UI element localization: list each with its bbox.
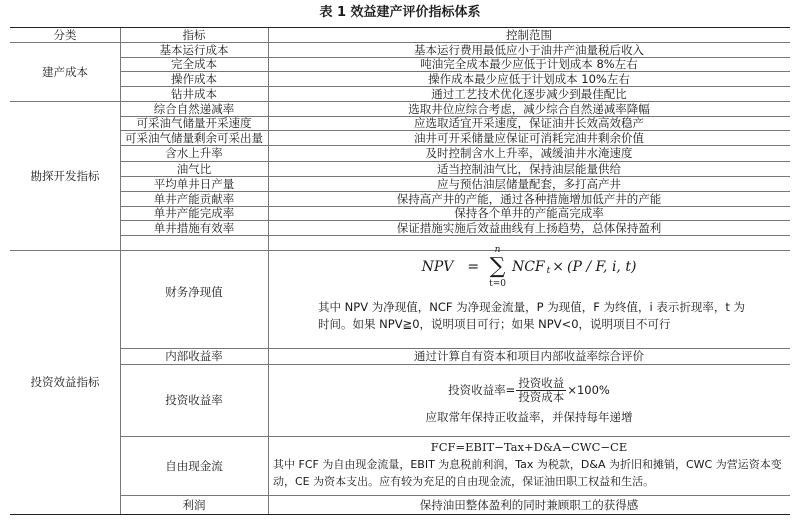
npv-formula-factor: (P / F, i, t) xyxy=(567,259,637,275)
range-cell: 保持高产井的产能，通过各种措施增加低产井的产能 xyxy=(396,191,662,206)
range-cell: 基本运行费用最低应小于油井产油量税后收入 xyxy=(414,42,644,57)
group-exploration-indicators: 勘探开发指标 xyxy=(30,168,100,183)
sum-upper-limit: n xyxy=(494,245,501,255)
range-cell: 通过工艺技术优化逐步减少到最佳配比 xyxy=(431,86,627,101)
group-construction-cost: 建产成本 xyxy=(42,64,88,79)
group-investment-indicators: 投资效益指标 xyxy=(30,375,100,389)
indicator-cell-npv: 财务净现值 xyxy=(165,284,223,299)
header-range: 控制范围 xyxy=(506,28,552,42)
header-indicator: 指标 xyxy=(182,28,206,42)
indicator-cell: 平均单井日产量 xyxy=(153,176,235,191)
indicator-cell: 操作成本 xyxy=(171,71,217,86)
indicator-cell: 含水上升率 xyxy=(165,146,223,160)
range-cell: 保持各个单井的产能高完成率 xyxy=(454,206,604,220)
range-cell: 及时控制含水上升率，减缓油井水淹速度 xyxy=(425,146,633,160)
roi-formula-lhs: 投资收益率= xyxy=(448,383,516,397)
indicator-cell: 可采油气储量剩余可采出量 xyxy=(125,130,263,145)
header-category: 分类 xyxy=(53,28,77,42)
npv-formula-subscript: t xyxy=(546,266,551,276)
npv-formula-equals: = xyxy=(467,259,480,275)
roi-cell xyxy=(268,364,790,436)
range-cell: 操作成本最少应低于计划成本 10%左右 xyxy=(428,71,630,86)
range-cell: 应与预估油层储量配套，多打高产井 xyxy=(437,176,621,191)
indicator-cell: 利润 xyxy=(182,497,206,512)
range-cell: 保证措施实施后效益曲线有上扬趋势，总体保持盈利 xyxy=(396,220,662,235)
roi-formula-tail: ×100% xyxy=(567,383,610,397)
range-cell: 适当控制油气比，保持油层能量供给 xyxy=(437,161,621,176)
indicator-cell: 单井产能完成率 xyxy=(153,206,235,220)
npv-cell xyxy=(268,235,790,348)
indicator-cell: 钻井成本 xyxy=(171,86,217,101)
fcf-cell xyxy=(268,436,790,495)
sum-symbol: ∑ xyxy=(489,254,506,279)
fcf-formula: FCF=EBIT−Tax+D&A−CWC−CE xyxy=(430,440,628,454)
range-cell: 油井可开采储量应保证可消耗完油井剩余价值 xyxy=(414,130,644,145)
roi-formula xyxy=(268,374,790,406)
indicator-cell-roi: 投资收益率 xyxy=(165,393,223,407)
indicator-cell: 综合自然递减率 xyxy=(153,101,235,116)
range-cell: 通过计算自有资本和项目内部收益率综合评价 xyxy=(414,349,644,363)
npv-formula-times: × xyxy=(552,259,565,275)
indicator-cell: 油气比 xyxy=(176,161,212,176)
sum-lower-limit: t=0 xyxy=(489,279,506,289)
npv-note: 其中 NPV 为净现值，NCF 为净现金流量，P 为现值，F 为终值，i 表示折现率，t 为时间。如果 NPV≧0，说明项目可行；如果 NPV<0，说明项目不可行 xyxy=(318,300,745,331)
evaluation-table xyxy=(10,27,790,515)
table-title: 表 1 效益建产评价指标体系 xyxy=(319,5,481,20)
indicator-cell: 可采油气储量开采速度 xyxy=(136,116,252,130)
indicator-cell: 内部收益率 xyxy=(165,349,223,363)
range-cell: 吨油完全成本最少应低于计划成本 8%左右 xyxy=(420,57,638,71)
npv-formula xyxy=(268,241,790,293)
indicator-cell: 完全成本 xyxy=(171,57,217,71)
roi-note: 应取常年保持正收益率，并保持每年递增 xyxy=(425,410,633,424)
range-cell: 保持油田整体盈利的同时兼顾职工的获得感 xyxy=(419,497,639,512)
npv-formula-lhs: NPV xyxy=(421,259,454,275)
range-cell: 选取井位应综合考虑，减少综合自然递减率降幅 xyxy=(408,101,650,116)
indicator-cell: 基本运行成本 xyxy=(159,42,229,57)
indicator-cell-fcf: 自由现金流 xyxy=(165,458,223,473)
npv-formula-ncf: NCF xyxy=(511,259,545,275)
fcf-note: 其中 FCF 为自由现金流量，EBIT 为息税前利润，Tax 为税款，D&A 为折旧和摊销，CWC 为营运资本变动，CE 为资本支出。应有较为充足的自由现金流，保证油田职工权益和生活。 xyxy=(273,458,782,488)
roi-denominator: 投资成本 xyxy=(518,389,565,404)
range-cell: 应选取适宜开采速度，保证油井长效高效稳产 xyxy=(414,116,644,130)
indicator-cell: 单井措施有效率 xyxy=(153,220,235,235)
roi-numerator: 投资收益 xyxy=(518,375,565,390)
indicator-cell: 单井产能贡献率 xyxy=(153,191,235,206)
